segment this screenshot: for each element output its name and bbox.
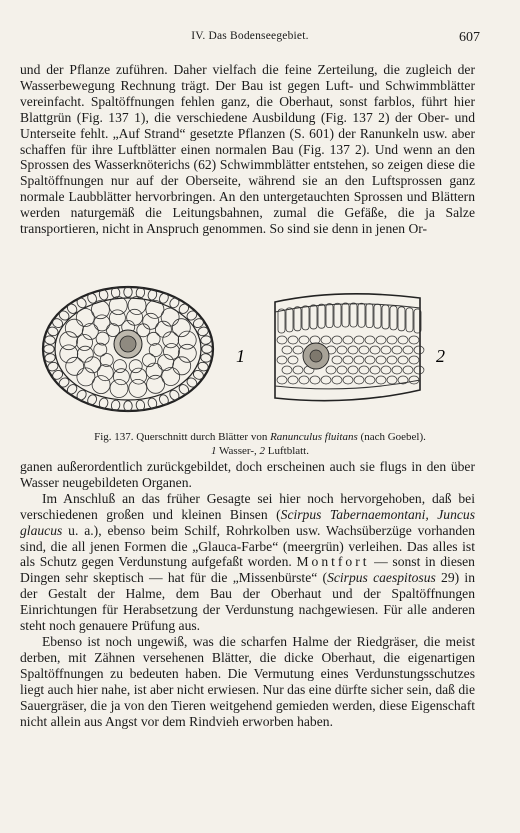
text-block-before-figure [20, 62, 475, 237]
air-leaf-cross-section [275, 294, 424, 401]
paragraph: Im Anschluß an das früher Gesagte sei hier noch hervorgehoben, daß bei verschiedenen großen und kleinen Binsen (Scirpus Tabernaemontani, Juncus glaucus u. a.), ebenso beim Schilf, Rohrkolben usw. Wachsüberzüge vorhanden sind, die all jenen Formen die „Glauca-Farbe“ (meergrün) verleihen. Das alles ist als Schutz gegen Verdunstung aufgefaßt worden. Montfort — sonst in diesen Dingen sehr skeptisch — hat für die „Missenbürste“ (Scirpus caespitosus 29) in der Gestalt der Halme, dem Bau der Oberhaut und der Spaltöffnungen Einrichtungen für Herabsetzung der Verdunstung nachgewiesen. Für alle anderen steht noch genauere Prüfung aus. [20, 490, 475, 634]
running-header [20, 30, 480, 50]
figure-137 [20, 282, 500, 417]
caption-num-1: 1 [211, 445, 217, 457]
figure-label-2: 2 [436, 346, 445, 366]
author-name: Montfort [296, 554, 370, 570]
caption-prefix: Fig. 137. Querschnitt durch Blätter von [94, 431, 271, 443]
paragraph: Ebenso ist noch ungewiß, was die scharfen Halme der Riedgräser, die meist derben, mit Zähnen versehenen Blätter, die dicke Oberhaut, die eigenartigen Spaltöffnungen zu bedeuten haben. Die Vermutung eines Verdunstungsschutzes liegt auch hier nahe, ist aber nicht erwiesen. Nur das eine dürfte sicher sein, daß die Sauergräser, die ja von den Tieren weitgehend gemieden werden, diese Eigenschaft nicht allein aus Angst vor dem Rindvieh erworben haben. [20, 633, 475, 729]
caption-suffix: (nach Goebel). [357, 431, 426, 443]
figure-caption [20, 430, 500, 458]
species-name: Scirpus Tabernaemontani, Juncus glaucus [20, 506, 475, 538]
caption-text-2: Luftblatt. [265, 445, 309, 457]
caption-num-2: 2 [259, 445, 265, 457]
chapter-title: IV. Das Bodenseegebiet. [191, 30, 309, 42]
species-name: Scirpus caespitosus [327, 570, 436, 586]
page-number: 607 [459, 30, 480, 45]
paragraph: ganen außerordentlich zurückgebildet, doch erscheinen auch sie flugs in den über Wasser neugebildeten Organen. [20, 459, 475, 490]
water-leaf-cross-section [43, 287, 213, 411]
caption-text-1: Wasser-, [216, 445, 260, 457]
figure-label-1: 1 [236, 346, 245, 366]
caption-species: Ranunculus fluitans [270, 431, 358, 443]
paragraph: und der Pflanze zuführen. Daher vielfach die feine Zerteilung, die zugleich der Wasserbewegung Rechnung trägt. Der Bau ist gegen Luft- und Schwimmblätter vereinfacht. Spaltöffnungen fehlen ganz, die Oberhaut, sonst farblos, führt hier Blattgrün (Fig. 137 1), die verschiedene Ausbildung (Fig. 137 2) der Ober- und Unterseite fehlt. „Auf Strand“ gesetzte Pflanzen (S. 601) der Ranunkeln usw. aber schaffen für ihre Luftblätter einen normalen Bau (Fig. 137 2). Und wenn an den Sprossen des Wasserknöterichs (62) Schwimmblätter entstehen, so zeigen diese die Spaltöffnungen nur auf der Oberseite, während sie an den Luftsprossen ganz normale Laubblätter hervorbringen. An den untergetauchten Sprossen und Blättern werden naturgemäß die Leitungsbahnen, zumal die Gefäße, die ja Salze transportieren, nicht in Anspruch genommen. So sind sie denn in jenen Or- [20, 62, 475, 237]
text-block-after-figure [20, 459, 475, 729]
